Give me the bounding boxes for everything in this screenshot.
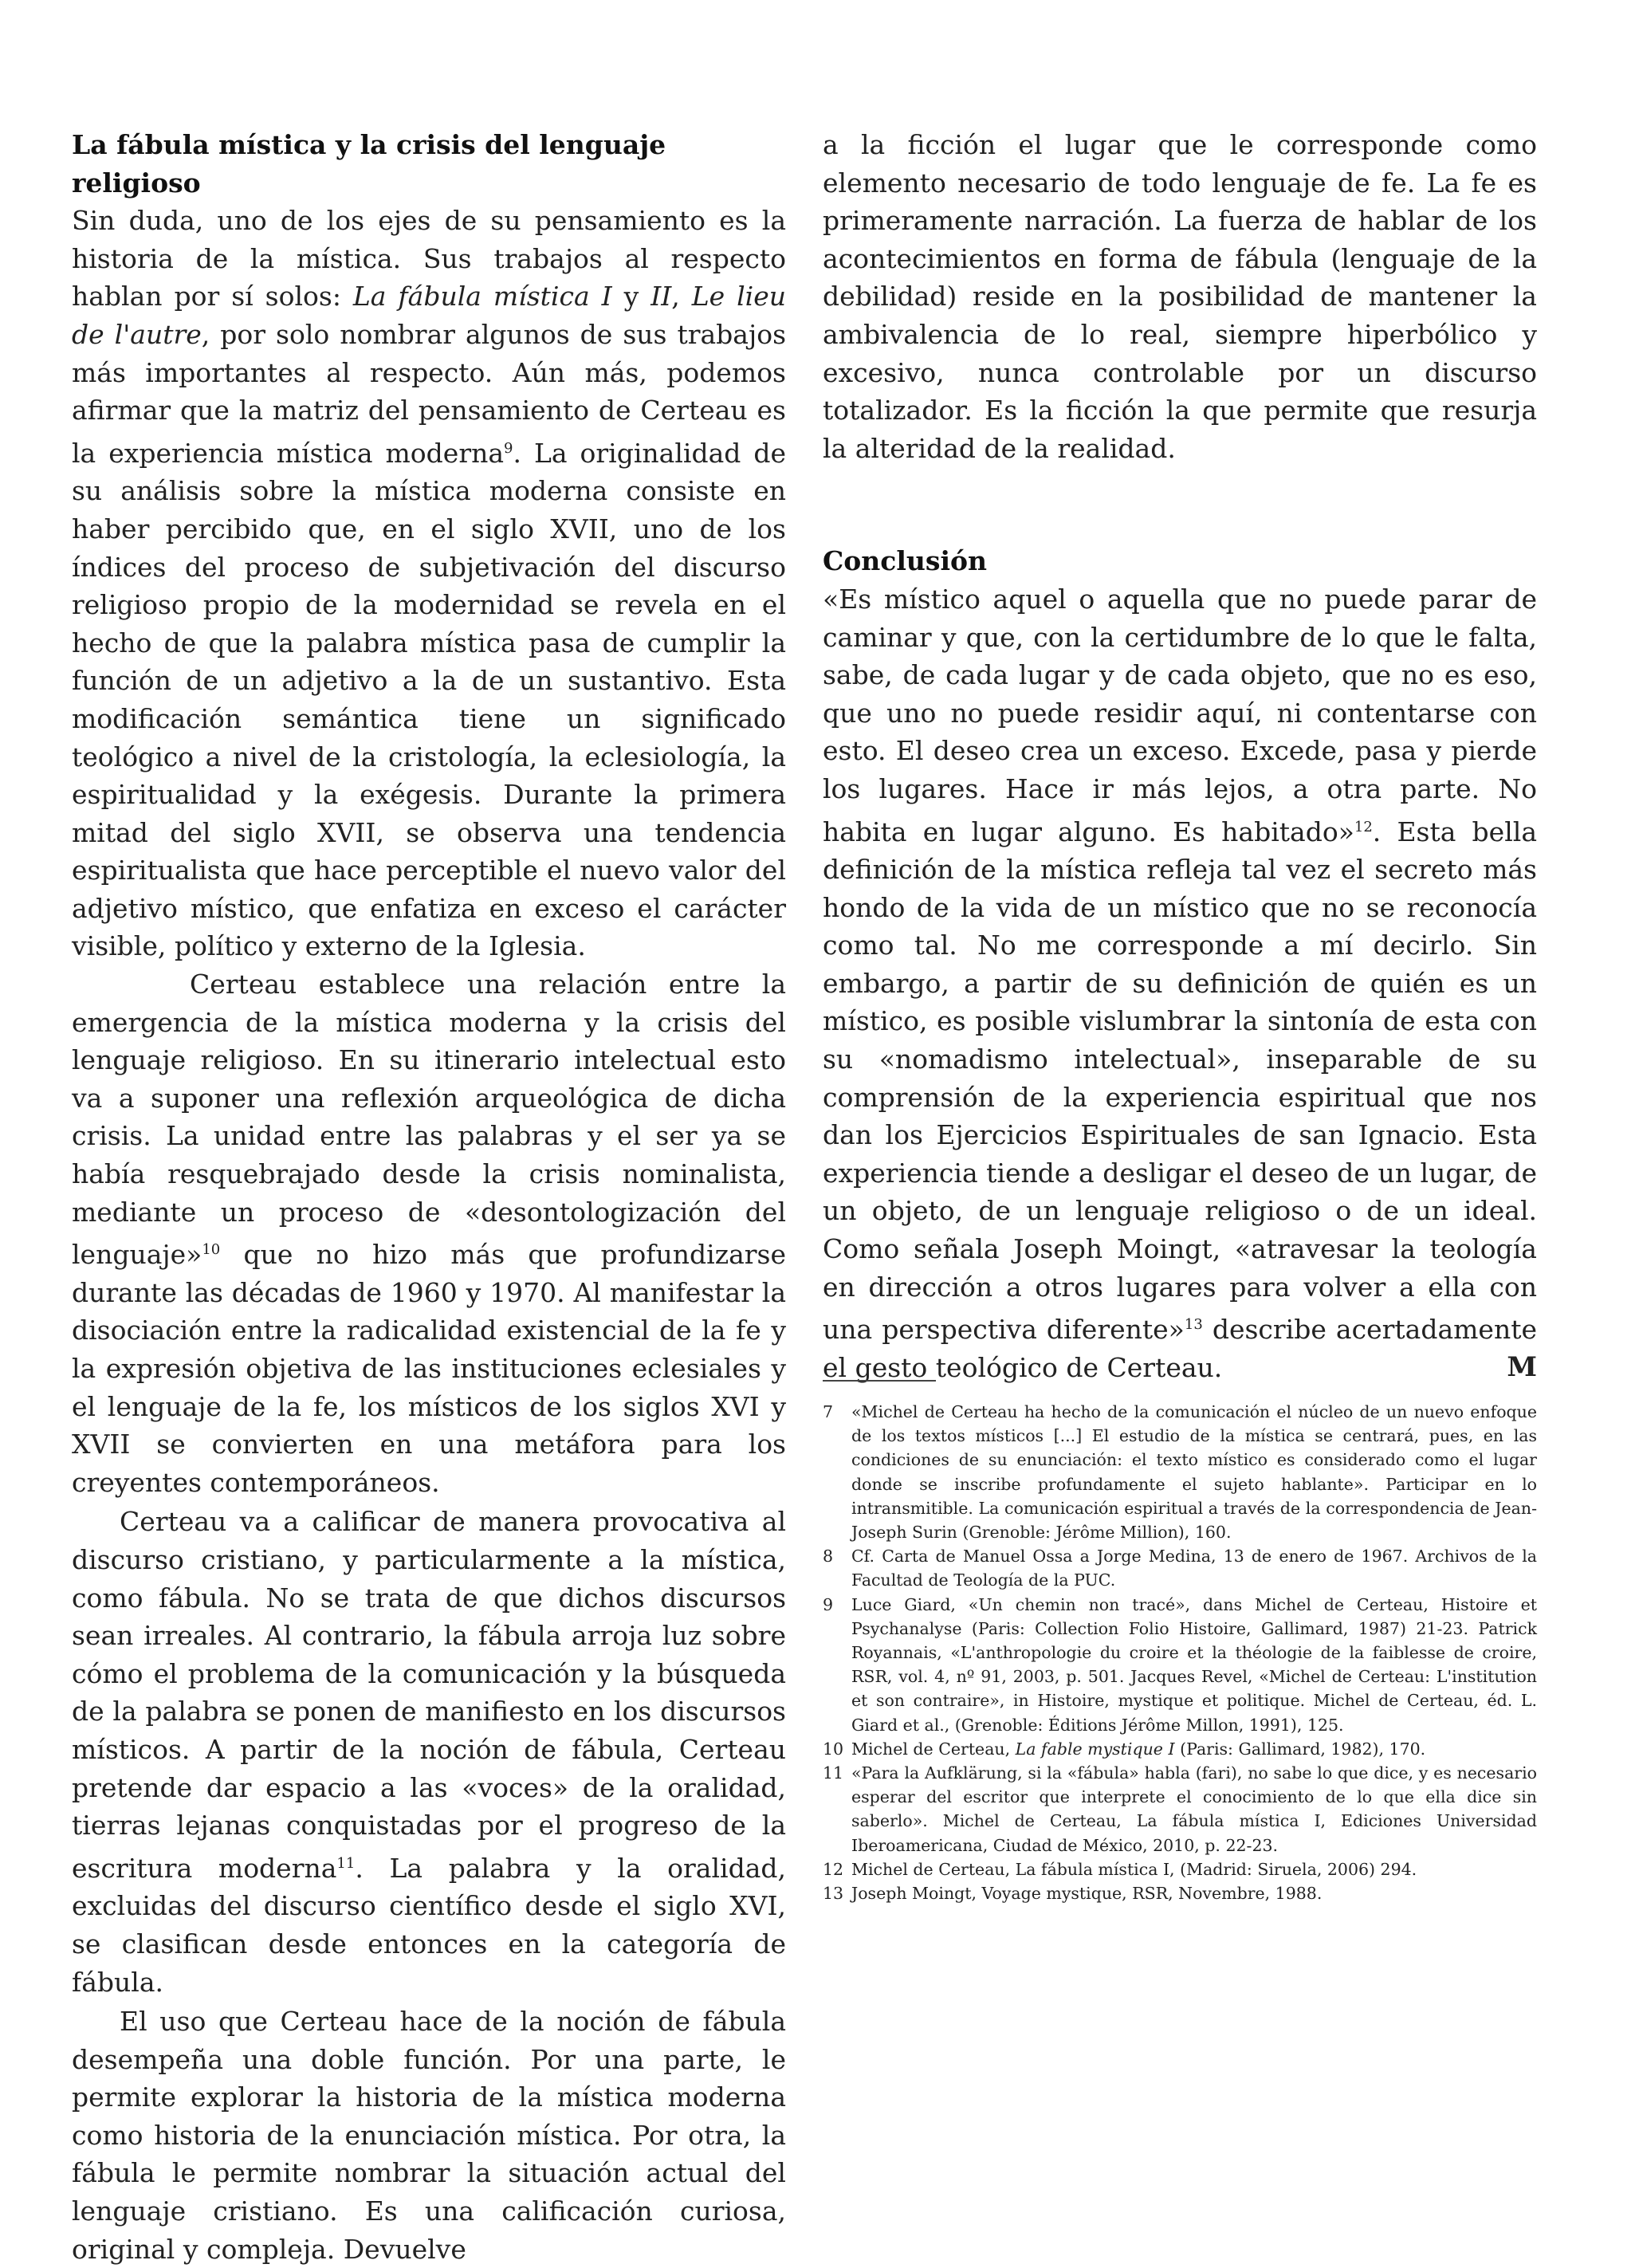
- paragraph-continued: a la ficción el lugar que le corresponde como elemento necesario de todo lenguaje de fe. La fe es primeramente narración. La fuerza de hablar de los acontecimientos en forma de fábula (lenguaje de la debilidad) reside en la posibilidad de mantener la ambivalencia de lo real, siempre hiperbólico y excesivo, nunca controlable por un discurso totalizador. Es la ficción la que permite que resurja la alteridad de la realidad.: [823, 129, 1537, 464]
- footnote-ref-9[interactable]: 9: [504, 439, 513, 457]
- right-column: [823, 126, 1537, 1386]
- paragraph-1: Sin duda, uno de los ejes de su pensamiento es la historia de la mística. Sus trabajos al respecto hablan por sí solos: La fábula mística I y II, Le lieu de l'autre, por solo nombrar algunos de sus trabajos más importantes al respecto. Aún más, podemos afirmar que la matriz del pensamiento de Certeau es la experiencia mística moderna$^9$. La originalidad de su análisis sobre la mística moderna consiste en haber percibido que, en el siglo XVII, uno de los índices del proceso de subjetivación del discurso religioso propio de la modernidad se revela en el hecho de que la palabra mística pasa de cumplir la función de un adjetivo a la de un sustantivo. Esta modificación semántica tiene un significado teológico a nivel de la cristología, la eclesiología, la espiritualidad y la exégesis. Durante la primera mitad del siglo XVII, se observa una tendencia espiritualista que hace perceptible el nuevo valor del adjetivo místico, que enfatiza en exceso el carácter visible, político y externo de la Iglesia.: [72, 205, 787, 962]
- footnote-13: 13 Joseph Moingt, Voyage mystique, RSR, Novembre, 1988.: [823, 1884, 1323, 1904]
- footnote-12: 12 Michel de Certeau, La fábula mística I, (Madrid: Siruela, 2006) 294.: [823, 1859, 1417, 1879]
- footnote-7: 7 «Michel de Certeau ha hecho de la comunicación el núcleo de un nuevo enfoque de los textos místicos [...] El estudio de la mística se centrará, pues, en las condiciones de su enunciación: el texto místico es considerado como el lugar donde se inscribe profundamente el sujeto hablante». Participar en lo intransmitible. La comunicación espiritual a través de la correspondencia de Jean-Joseph Surin (Grenoble: Jérôme Million), 160.: [823, 1402, 1537, 1543]
- footnote-8: 8 Cf. Carta de Manuel Ossa a Jorge Medina, 13 de enero de 1967. Archivos de la Facultad de Teología de la PUC.: [823, 1547, 1537, 1590]
- footnotes: [823, 1400, 1537, 1905]
- footnote-9: 9 Luce Giard, «Un chemin non tracé», dans Michel de Certeau, Histoire et Psychanalyse (Paris: Collection Folio Histoire, Gallimard, 1987) 21-23. Patrick Royannais, «L'anthropologie du croire et la théologie de la faiblesse de croire, RSR, vol. 4, nº 91, 2003, p. 501. Jacques Revel, «Michel de Certeau: L'institution et son contraire», in Histoire, mystique et politique. Michel de Certeau, éd. L. Giard et al., (Grenoble: Éditions Jérôme Millon, 1991), 125.: [823, 1594, 1537, 1735]
- conclusion-title: Conclusión: [823, 545, 988, 577]
- footnote-ref-13[interactable]: 13: [1184, 1316, 1203, 1334]
- footnote-divider: [823, 1380, 936, 1382]
- end-of-article-mark: M: [1507, 1350, 1537, 1383]
- footnote-ref-11[interactable]: 11: [336, 1854, 356, 1872]
- section-title: La fábula mística y la crisis del lenguaje religioso: [72, 129, 666, 198]
- conclusion-paragraph: «Es místico aquel o aquella que no puede parar de caminar y que, con la certidumbre de lo que le falta, sabe, de cada lugar y de cada objeto, que no es eso, que uno no puede residir aquí, ni contentarse con esto. El deseo crea un exceso. Excede, pasa y pierde los lugares. Hace ir más lejos, a otra parte. No habita en lugar alguno. Es habitado»$^{12}$. Esta bella definición de la mística refleja tal vez el secreto más hondo de la vida de un místico que no se reconocía como tal. No me corresponde a mí decirlo. Sin embargo, a partir de su definición de quién es un místico, es posible vislumbrar la sintonía de esta con su «nomadismo intelectual», inseparable de su comprensión de la experiencia espiritual que nos dan los Ejercicios Espirituales de san Ignacio. Esta experiencia tiende a desligar el deseo de un lugar, de un objeto, de un lenguaje religioso o de un ideal. Como señala Joseph Moingt, «atravesar la teología en dirección a otros lugares para volver a ella con una perspectiva diferente»$^{13}$ describe acertadamente el gesto teológico de Certeau. M: [823, 580, 1537, 1386]
- paragraph-3: Certeau va a calificar de manera provocativa al discurso cristiano, y particularmente a la mística, como fábula. No se trata de que dichos discursos sean irreales. Al contrario, la fábula arroja luz sobre cómo el problema de la comunicación y la búsqueda de la palabra se ponen de manifiesto en los discursos místicos. A partir de la noción de fábula, Certeau pretende dar espacio a las «voces» de la oralidad, tierras lejanas conquistadas por el progreso de la escritura moderna$^{11}$. La palabra y la oralidad, excluidas del discurso científico desde el siglo XVI, se clasifican desde entonces en la categoría de fábula.: [72, 1506, 786, 1998]
- footnote-ref-10[interactable]: 10: [202, 1241, 221, 1259]
- footnote-ref-12[interactable]: 12: [1354, 818, 1373, 835]
- left-column: [72, 126, 786, 2268]
- footnote-11: 11 «Para la Aufklärung, si la «fábula» habla (fari), no sabe lo que dice, y es necesario esperar del escritor que interprete el conocimiento de lo que ella dice sin saberlo». Michel de Certeau, La fábula mística I, Ediciones Universidad Iberoamericana, Ciudad de México, 2010, p. 22-23.: [823, 1763, 1537, 1855]
- paragraph-2: Certeau establece una relación entre la emergencia de la mística moderna y la crisis del lenguaje religioso. En su itinerario intelectual esto va a suponer una reflexión arqueológica de dicha crisis. La unidad entre las palabras y el ser ya se había resquebrajado desde la crisis nominalista, mediante un proceso de «desontologización del lenguaje»$^{10}$ que no hizo más que profundizarse durante las décadas de 1960 y 1970. Al manifestar la disociación entre la radicalidad existencial de la fe y la expresión objetiva de las instituciones eclesiales y el lenguaje de la fe, los místicos de los siglos XVI y XVII se convierten en una metáfora para los creyentes contemporáneos.: [72, 969, 786, 1498]
- footnote-10: 10 Michel de Certeau, La fable mystique I (Paris: Gallimard, 1982), 170.: [823, 1739, 1426, 1759]
- paragraph-4: El uso que Certeau hace de la noción de fábula desempeña una doble función. Por una parte, le permite explorar la historia de la mística moderna como historia de la enunciación mística. Por otra, la fábula le permite nombrar la situación actual del lenguaje cristiano. Es una calificación curiosa, original y compleja. Devuelve: [72, 2006, 786, 2265]
- conclusion-section: [823, 542, 1537, 1386]
